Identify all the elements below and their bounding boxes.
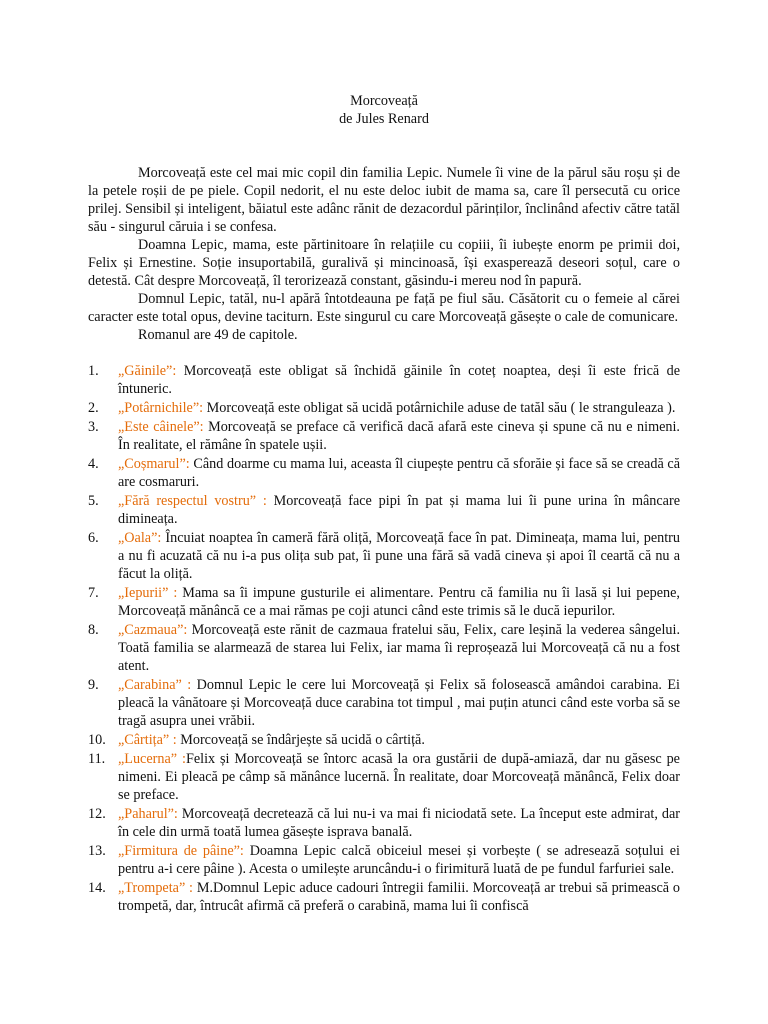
chapter-title: „Lucerna” : xyxy=(118,751,186,767)
intro-paragraph-1: Morcoveață este cel mai mic copil din familia Lepic. Numele îi vine de la părul său roșu și de la petele roșii de pe piele. Copil nedorit, el nu este deloc iubit de mama sa, care îl persecută cu orice prilej. Sensibil și inteligent, băiatul este adânc rănit de dezacordul părinților, înclinând afectiv către tatăl său - singurul căruia i se confesa. xyxy=(88,165,680,235)
chapter-summary: Morcoveață este obligat să închidă găinile în coteț noaptea, deși îi este frică de întuneric. xyxy=(118,363,680,397)
chapter-title: „Potârnichile”: xyxy=(118,400,204,416)
chapter-item xyxy=(88,750,680,804)
chapter-title: „Trompeta” : xyxy=(118,880,194,896)
chapter-number: 7. xyxy=(88,585,99,601)
intro-paragraph-3: Domnul Lepic, tatăl, nu-l apără întotdeauna pe față pe fiul său. Căsătorit cu o femeie al cărei caracter este total opus, devine taciturn. Este singurul cu care Morcoveață găsește o cale de comunicare. xyxy=(88,291,680,325)
chapter-number: 8. xyxy=(88,622,99,638)
chapter-item xyxy=(88,879,680,915)
chapter-summary: Mama sa îi impune gusturile ei alimentare. Pentru că familia nu îi lasă și lui pepene, Morcoveață mănâncă ce a mai rămas pe coji atunci când este trimis să le ducă iepurilor. xyxy=(118,585,680,619)
intro-paragraph-2: Doamna Lepic, mama, este părtinitoare în relațiile cu copiii, îi iubește enorm pe primii doi, Felix și Ernestine. Soție insuportabilă, guralivă și mincinoasă, își exasperează deseori soțul, care o detestă. Cât despre Morcoveață, îl terorizează constant, găsindu-i mereu nod în papură. xyxy=(88,237,680,289)
chapter-title: „Este câinele”: xyxy=(118,419,204,435)
chapter-item xyxy=(88,455,680,491)
chapter-item xyxy=(88,805,680,841)
chapter-summary: Morcoveață este obligat să ucidă potârnichile aduse de tatăl său ( le stranguleaza ). xyxy=(203,400,676,416)
chapter-title: „Găinile”: xyxy=(118,363,177,379)
chapter-number: 3. xyxy=(88,419,99,435)
chapter-number: 1. xyxy=(88,363,99,379)
chapter-summary: Morcoveață decretează că lui nu-i va mai fi niciodată sete. La început este admirat, dar în cele din urmă toată lumea găsește isprava banală. xyxy=(118,806,680,840)
chapter-item xyxy=(88,731,680,749)
chapter-item xyxy=(88,529,680,583)
chapter-item xyxy=(88,584,680,620)
chapter-title: „Fără respectul vostru” : xyxy=(118,493,267,509)
chapter-summary: Morcoveață face pipi în pat și mama lui îi pune urina în mâncare dimineața. xyxy=(118,493,680,527)
chapter-title: „Firmitura de pâine”: xyxy=(118,843,244,859)
chapter-title: „Paharul”: xyxy=(118,806,178,822)
chapter-summary: Morcoveață se îndârjește să ucidă o cârtiță. xyxy=(176,732,425,748)
chapter-number: 6. xyxy=(88,530,99,546)
chapter-number: 13. xyxy=(88,843,106,859)
chapter-number: 5. xyxy=(88,493,99,509)
chapter-item xyxy=(88,842,680,878)
chapter-item xyxy=(88,418,680,454)
chapter-summary: Doamna Lepic calcă obiceiul mesei și vorbește ( se adresează soțului ei pentru a-i cere pâine ). Acesta o umilește aruncându-i o firimitură luată de pe fundul farfuriei sale. xyxy=(118,843,680,877)
chapter-title: „Cârtița” : xyxy=(118,732,177,748)
chapter-title: „Coșmarul”: xyxy=(118,456,190,472)
chapter-number: 12. xyxy=(88,806,106,822)
intro-paragraph-4: Romanul are 49 de capitole. xyxy=(138,327,298,343)
chapter-summary: Morcoveață se preface că verifică dacă afară este cineva și spune că nu e nimeni. În realitate, el rămâne în spatele ușii. xyxy=(118,419,680,453)
chapter-summary: Domnul Lepic le cere lui Morcoveață și Felix să folosească amândoi carabina. Ei pleacă la vânătoare și Morcoveață duce carabina tot timpul , mai puțin atunci când este vorba să se tragă asupra unei vrăbii. xyxy=(118,677,680,729)
chapter-title: „Cazmaua”: xyxy=(118,622,188,638)
chapter-item xyxy=(88,492,680,528)
chapter-number: 11. xyxy=(88,751,106,767)
title-block xyxy=(88,92,680,128)
chapter-number: 10. xyxy=(88,732,106,748)
chapter-number: 4. xyxy=(88,456,99,472)
chapter-number: 9. xyxy=(88,677,99,693)
chapter-summary: Când doarme cu mama lui, aceasta îl ciupește pentru că sforăie și face să se creadă că are cosmaruri. xyxy=(118,456,680,490)
chapter-number: 14. xyxy=(88,880,106,896)
chapter-title: „Oala”: xyxy=(118,530,162,546)
document-title: Morcoveață xyxy=(350,93,418,109)
chapter-summary: Încuiat noaptea în cameră fără oliță, Morcoveață face în pat. Dimineața, mama lui, pentru a nu fi acuzată că nu i-a pus olița sub pat, îi pune una fără să vadă cineva și apoi îl ceartă că nu a făcut la oliță. xyxy=(118,530,680,582)
chapter-item xyxy=(88,621,680,675)
chapter-summary: Morcoveață este rănit de cazmaua fratelui său, Felix, care leșină la vederea sângelui. Toată familia se alarmează de starea lui Felix, iar mama îi reproșează lui Morcoveață că nu a fost atent. xyxy=(118,622,680,674)
chapter-item xyxy=(88,399,680,417)
document-author: de Jules Renard xyxy=(339,111,429,127)
chapter-item xyxy=(88,362,680,398)
chapter-title: „Carabina” : xyxy=(118,677,192,693)
chapter-summary: Felix și Morcoveață se întorc acasă la ora gustării de după-amiază, dar nu găsesc pe nimeni. Ei pleacă pe câmp să mănânce lucernă. În realitate, doar Morcoveață mănâncă, Felix doar se preface. xyxy=(118,751,680,803)
chapter-summary: M.Domnul Lepic aduce cadouri întregii familii. Morcoveață ar trebui să primească o trompetă, dar, întrucât afirmă că preferă o carabină, mama lui îi confiscă xyxy=(118,880,681,914)
chapter-number: 2. xyxy=(88,400,99,416)
chapter-item xyxy=(88,676,680,730)
chapter-title: „Iepurii” : xyxy=(118,585,178,601)
chapter-list xyxy=(88,362,680,915)
